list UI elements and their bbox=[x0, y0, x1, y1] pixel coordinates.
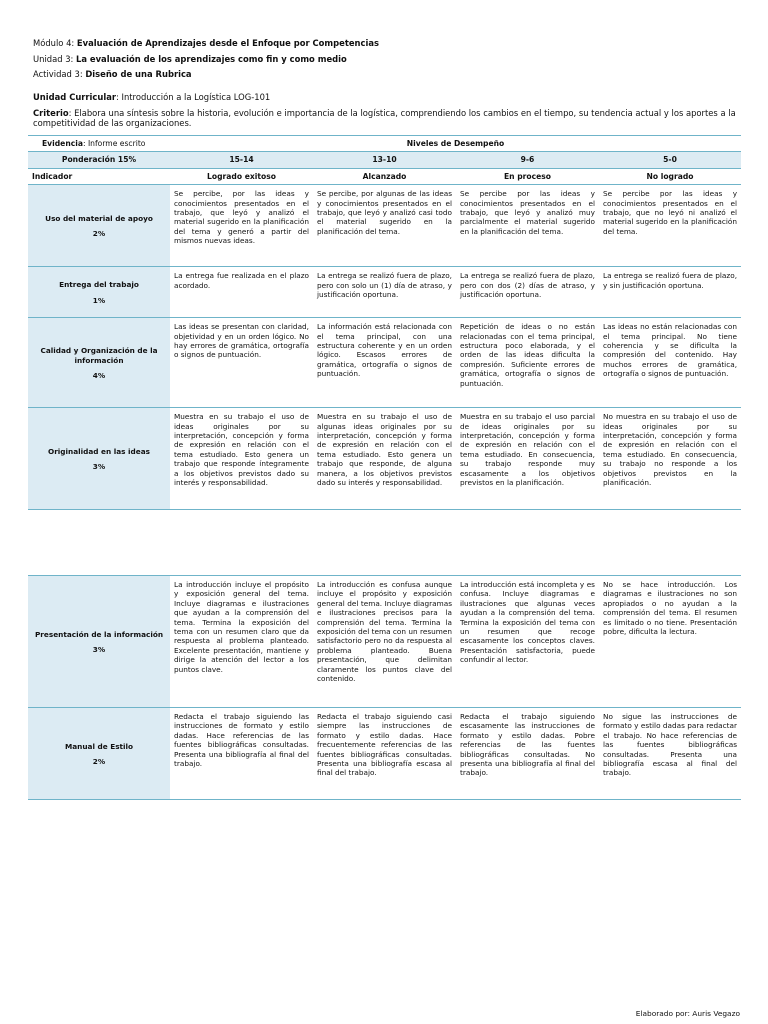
indicator-name: Originalidad en las ideas bbox=[48, 446, 150, 456]
descriptor-cell: La entrega fue realizada en el plazo acordado. bbox=[170, 267, 313, 318]
indicator-row bbox=[28, 267, 741, 318]
activity-label: Actividad 3: bbox=[33, 69, 83, 79]
rubric-table bbox=[28, 135, 741, 510]
level-name-1: Logrado exitoso bbox=[170, 168, 313, 184]
descriptor-cell: Las ideas no están relacionadas con el tema principal. No tiene coherencia y se dificulta la compresión del contenido. Hay muchos errores de gramática, ortografía o signos de puntuación. bbox=[599, 318, 741, 408]
descriptor-cell: Se percibe por las ideas y conocimientos presentados en el trabajo, que no leyó ni analizó el material sugerido en la planificación del tema. bbox=[599, 185, 741, 267]
evidence-row bbox=[28, 136, 741, 152]
indicator-weight: 2% bbox=[92, 229, 106, 239]
level-name-4: No logrado bbox=[599, 168, 741, 184]
descriptor-cell: Se percibe, por algunas de las ideas y conocimientos presentados en el trabajo, que leyó y analizó casi todo el material sugerido en la planificación del tema. bbox=[313, 185, 456, 267]
indicator-weight: 4% bbox=[92, 370, 106, 380]
indicator-row bbox=[28, 708, 741, 800]
descriptor-cell: Redacta el trabajo siguiendo casi siempre las instrucciones de formato y estilo dadas. Hace frecuentemente referencias de las fuentes bibliográficas consultadas. Presenta una bibliografía escasa al final del trabajo. bbox=[313, 708, 456, 800]
descriptor-cell: La introducción está incompleta y es confusa. Incluye diagramas e ilustraciones que algunas veces ayudan a la comprensión del tema. Termina la exposición del tema con un resumen que recoge escasamente los conceptos claves. Presentación satisfactoria, puede confundir al lector. bbox=[456, 576, 599, 708]
indicator-cell bbox=[28, 576, 170, 708]
indicator-cell bbox=[28, 408, 170, 510]
indicator-weight: 1% bbox=[92, 295, 106, 305]
module-title: Evaluación de Aprendizajes desde el Enfoque por Competencias bbox=[76, 38, 379, 48]
module-line bbox=[33, 38, 753, 49]
descriptor-cell: Se percibe por las ideas y conocimientos presentados en el trabajo, que leyó y analizó muy parcialmente el material sugerido en la planificación del tema. bbox=[456, 185, 599, 267]
performance-levels-title: Niveles de Desempeño bbox=[170, 136, 741, 152]
unit-label: Unidad 3: bbox=[33, 54, 74, 64]
indicator-cell bbox=[28, 708, 170, 800]
descriptor-cell: No se hace introducción. Los diagramas e ilustraciones no son apropiados o no ayudan a la comprensión del tema. El resumen es limitado o no tiene. Presentación pobre, dificulta la lectura. bbox=[599, 576, 741, 708]
indicator-name: Uso del material de apoyo bbox=[45, 213, 153, 223]
activity-title: Diseño de una Rubrica bbox=[85, 69, 192, 79]
evidence-label: Evidencia bbox=[42, 139, 83, 148]
descriptor-cell: No muestra en su trabajo el uso de ideas originales por su interpretación, concepción y forma de expresión en relación con el tema estudiado. En consecuencia, su trabajo no responde a los objetivos previstos en la planificación. bbox=[599, 408, 741, 510]
weighting-label: Ponderación 15% bbox=[28, 152, 170, 168]
descriptor-cell: La entrega se realizó fuera de plazo, pero con dos (2) días de atraso, y justificación oportuna. bbox=[456, 267, 599, 318]
indicator-name: Entrega del trabajo bbox=[59, 280, 139, 290]
descriptor-cell: La información está relacionada con el tema principal, con una estructura coherente y en un orden lógico. Escasos errores de gramática, ortografía o signos de puntuación. bbox=[313, 318, 456, 408]
indicator-row bbox=[28, 576, 741, 708]
unit-line bbox=[33, 54, 753, 65]
indicator-row bbox=[28, 408, 741, 510]
range-level-2: 13-10 bbox=[313, 152, 456, 168]
footer-author: Elaborado por: Auris Vegazo bbox=[635, 1009, 740, 1018]
module-label: Módulo 4: bbox=[33, 38, 75, 48]
descriptor-cell: La introducción incluye el propósito y exposición general del tema. Incluye diagramas e ilustraciones que ayudan a la comprensión del tema. Termina la exposición del tema con un resumen claro que da respuesta al problema planteado. Excelente presentación, mantiene y dirige la atención del lector a los puntos clave. bbox=[170, 576, 313, 708]
descriptor-cell: No sigue las instrucciones de formato y estilo dadas para redactar el trabajo. No hace referencias de las fuentes bibliográficas consultadas. Presenta una bibliografía escasa al final del trabajo. bbox=[599, 708, 741, 800]
curricular-unit-label: Unidad Curricular bbox=[33, 92, 117, 102]
descriptor-cell: Redacta el trabajo siguiendo las instrucciones de formato y estilo dadas. Hace referencias de las fuentes bibliográficas consultadas. Presenta una bibliografía al final del trabajo. bbox=[170, 708, 313, 800]
range-level-3: 9-6 bbox=[456, 152, 599, 168]
indicator-header: Indicador bbox=[28, 168, 170, 184]
range-level-1: 15-14 bbox=[170, 152, 313, 168]
descriptor-cell: La entrega se realizó fuera de plazo, pero con solo un (1) día de atraso, y justificación oportuna. bbox=[313, 267, 456, 318]
rubric-table-continued bbox=[28, 575, 741, 800]
range-level-4: 5-0 bbox=[599, 152, 741, 168]
evidence-cell bbox=[28, 136, 170, 152]
unit-title: La evaluación de los aprendizajes como fin y como medio bbox=[76, 54, 347, 64]
descriptor-cell: Se percibe, por las ideas y conocimientos presentados en el trabajo, que leyó y analizó el material sugerido en la planificación del tema y generó a partir del mismos nuevas ideas. bbox=[170, 185, 313, 267]
level-name-3: En proceso bbox=[456, 168, 599, 184]
descriptor-cell: La introducción es confusa aunque incluye el propósito y exposición general del tema. Incluye diagramas e ilustraciones precisos para la comprensión del tema. Termina la exposición del tema con un resumen satisfactorio pero no da respuesta al problema planteado. Buena presentación, que delimitan claramente los puntos clave del contenido. bbox=[313, 576, 456, 708]
evidence-value: : Informe escrito bbox=[82, 139, 146, 148]
indicator-name: Presentación de la información bbox=[34, 629, 164, 639]
indicator-name: Manual de Estilo bbox=[64, 741, 134, 751]
weighting-row bbox=[28, 152, 741, 168]
descriptor-cell: Las ideas se presentan con claridad, objetividad y en un orden lógico. No hay errores de gramática, ortografía o signos de puntuación. bbox=[170, 318, 313, 408]
indicator-weight: 3% bbox=[92, 645, 106, 654]
indicator-row bbox=[28, 185, 741, 267]
criterion-text bbox=[33, 108, 755, 128]
criterion-value: : Elabora una síntesis sobre la historia, evolución e importancia de la logística, comprendiendo los cambios en el tiempo, su tendencia actual y los aportes a la competitividad de las organizaciones. bbox=[33, 108, 736, 128]
level-name-2: Alcanzado bbox=[313, 168, 456, 184]
criterion-label: Criterio bbox=[33, 108, 69, 118]
descriptor-cell: Muestra en su trabajo el uso parcial de ideas originales por su interpretación, concepción y forma de expresión en relación con el tema estudiado. En consecuencia, su trabajo responde muy escasamente a los objetivos previstos en la planificación. bbox=[456, 408, 599, 510]
indicator-cell bbox=[28, 185, 170, 267]
descriptor-cell: Muestra en su trabajo el uso de ideas originales por su interpretación, concepción y forma de expresión en relación con el tema estudiado. Esto genera un trabajo que responde íntegramente a los objetivos previstos dado su interés y responsabilidad. bbox=[170, 408, 313, 510]
descriptor-cell: Repetición de ideas o no están relacionadas con el tema principal, estructura poco elaborada, y el orden de las ideas dificulta la compresión. Suficiente errores de gramática, ortografía o signos de puntuación. bbox=[456, 318, 599, 408]
curricular-unit-value: : Introducción a la Logística LOG-101 bbox=[116, 92, 271, 102]
indicator-cell bbox=[28, 267, 170, 318]
descriptor-cell: Muestra en su trabajo el uso de algunas ideas originales por su interpretación, concepción y forma de expresión en relación con el tema estudiado. Esto genera un trabajo que responde, de alguna manera, a los objetivos previstos dado su interés y responsabilidad. bbox=[313, 408, 456, 510]
descriptor-cell: La entrega se realizó fuera de plazo, y sin justificación oportuna. bbox=[599, 267, 741, 318]
indicator-cell bbox=[28, 318, 170, 408]
indicator-row bbox=[28, 318, 741, 408]
indicator-weight: 2% bbox=[92, 757, 106, 766]
level-names-row bbox=[28, 168, 741, 184]
indicator-weight: 3% bbox=[92, 462, 106, 472]
curricular-unit-line bbox=[33, 92, 753, 103]
activity-line bbox=[33, 69, 753, 80]
descriptor-cell: Redacta el trabajo siguiendo escasamente las instrucciones de formato y estilo dadas. Pobre referencias de las fuentes bibliográficas consultadas. No presenta una bibliografía al final del trabajo. bbox=[456, 708, 599, 800]
indicator-name: Calidad y Organización de la información bbox=[40, 346, 158, 365]
